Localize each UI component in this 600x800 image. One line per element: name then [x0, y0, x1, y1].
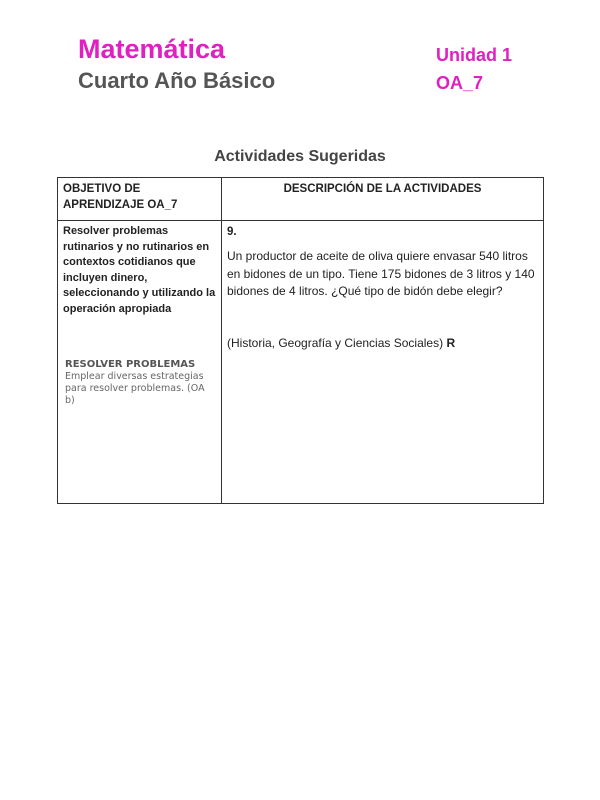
activity-reference-mark: R: [446, 335, 456, 350]
objective-text: Resolver problemas rutinarios y no rutinarios en contextos cotidianos que incluyen dinero, seleccionando y utilizando la operación apropiada: [63, 225, 216, 315]
activity-cell: [222, 221, 544, 504]
skill-description: Emplear diversas estrategias para resolver problemas. (OA b): [65, 371, 205, 406]
table-row: [58, 221, 544, 504]
unit-label: Unidad 1: [436, 45, 513, 65]
skill-box: [65, 359, 216, 407]
activities-table: [57, 177, 544, 504]
activity-text: Un productor de aceite de oliva quiere envasar 540 litros en bidones de un tipo. Tiene 175 bidones de 3 litros y 140 bidones de 4 litros. ¿Qué tipo de bidón debe elegir?: [227, 249, 535, 298]
table-header-row: [58, 178, 544, 221]
subject-title: Matemática: [78, 34, 226, 64]
section-title: Actividades Sugeridas: [214, 148, 386, 165]
activity-reference-text: (Historia, Geografía y Ciencias Sociales): [227, 335, 444, 350]
grade-title: Cuarto Año Básico: [78, 68, 276, 93]
activity-number: 9.: [227, 226, 237, 238]
objective-code-label: OA_7: [436, 73, 484, 93]
skill-title: RESOLVER PROBLEMAS: [65, 359, 196, 370]
objective-column-header: OBJETIVO DE APRENDIZAJE OA_7: [58, 178, 222, 221]
objective-cell: [58, 221, 222, 504]
activity-reference: [227, 336, 538, 350]
description-column-header: DESCRIPCIÓN DE LA ACTIVIDADES: [222, 178, 544, 221]
